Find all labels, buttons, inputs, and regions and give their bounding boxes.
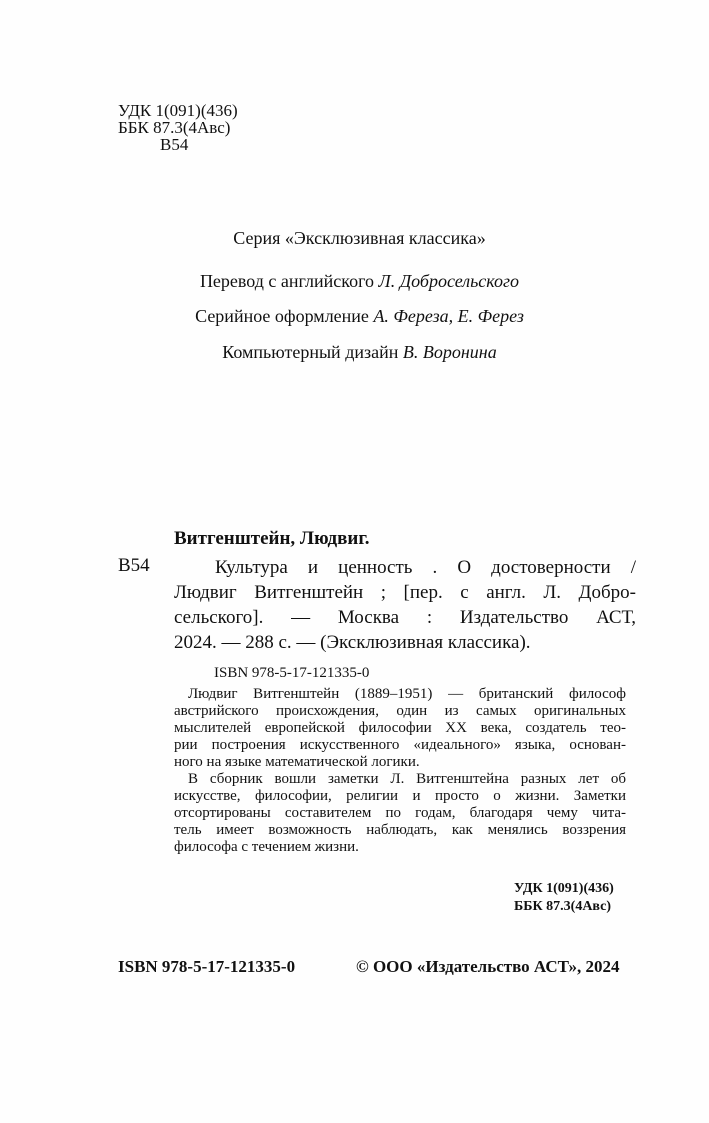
series-design-credit: [5, 306, 709, 327]
computer-design-credit: [5, 342, 709, 363]
bbk-code-bottom: ББК 87.3(4Авс): [514, 899, 612, 914]
catalog-line: сельского]. — Москва : Издательство АСТ,: [174, 607, 636, 628]
annotation-line: В сборник вошли заметки Л. Витгенштейна разных лет об: [188, 771, 626, 787]
bbk-code: ББК 87.3(4Авс): [118, 118, 231, 137]
catalog-line: Культура и ценность . О достоверности /: [215, 557, 636, 578]
translation-credit: [5, 271, 709, 292]
annotation-line: Людвиг Витгенштейн (1889–1951) — британский философ: [188, 686, 626, 702]
catalog-description: [174, 555, 636, 655]
translation-label: Перевод с английского: [199, 271, 379, 291]
catalog-author: Витгенштейн, Людвиг.: [174, 528, 370, 549]
catalog-line: Людвиг Витгенштейн ; [пер. с англ. Л. Добро-: [174, 582, 636, 603]
computer-design-label: Компьютерный дизайн: [222, 342, 403, 362]
footer-isbn: ISBN 978-5-17-121335-0: [118, 957, 296, 976]
annotation-line: отсортированы составителем по годам, благодаря чему чита-: [174, 805, 626, 821]
classification-codes-top: [118, 102, 238, 153]
catalog-isbn: ISBN 978-5-17-121335-0: [214, 665, 370, 681]
computer-designer-name: В. Воронина: [402, 342, 497, 362]
author-mark: В54: [160, 135, 189, 154]
annotation-line: австрийского происхождения, один из самых оригинальных: [174, 703, 626, 719]
annotation: [174, 686, 626, 856]
catalog-line: 2024. — 288 с. — (Эксклюзивная классика).: [174, 632, 531, 653]
udk-code: УДК 1(091)(436): [118, 101, 238, 120]
annotation-line: ного на языке математической логики.: [174, 754, 420, 770]
annotation-line: рии построения искусственного «идеального» языка, основан-: [174, 737, 626, 753]
design-label: Серийное оформление: [195, 306, 374, 326]
catalog-author-mark: В54: [118, 555, 150, 576]
designer-names: А. Фереза, Е. Ферез: [373, 306, 524, 326]
annotation-line: философа с течением жизни.: [174, 839, 359, 855]
footer-copyright: © ООО «Издательство АСТ», 2024: [356, 957, 620, 976]
annotation-line: тель имеет возможность наблюдать, как менялись воззрения: [174, 822, 626, 838]
annotation-line: мыслителей европейской философии XX века, создатель тео-: [174, 720, 626, 736]
annotation-line: искусстве, философии, религии и просто о жизни. Заметки: [174, 788, 626, 804]
classification-codes-bottom: [514, 880, 614, 916]
udk-code-bottom: УДК 1(091)(436): [514, 881, 614, 896]
translator-name: Л. Добросельского: [378, 271, 520, 291]
series-line: Серия «Эксклюзивная классика»: [233, 228, 486, 248]
